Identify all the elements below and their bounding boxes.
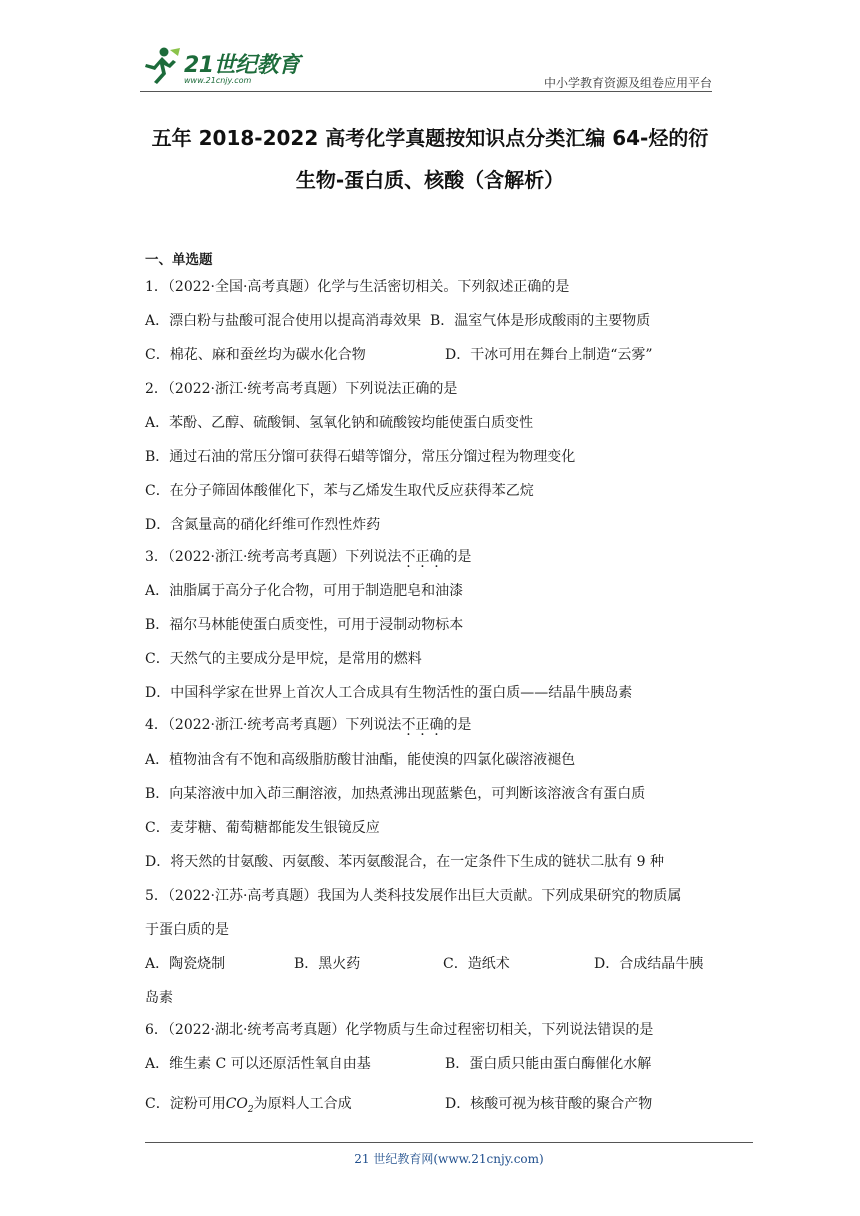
q4-stem-prefix: 4．（2022·浙江·统考高考真题）下列说法 (145, 717, 402, 733)
co2-formula-main: CO (225, 1096, 248, 1112)
q1-option-a: A．漂白粉与盐酸可混合使用以提高消毒效果 (145, 313, 422, 329)
q3-stem-prefix: 3．（2022·浙江·统考高考真题）下列说法 (145, 549, 402, 565)
q4-stem (145, 714, 471, 734)
q6-option-b: B．蛋白质只能由蛋白酶催化水解 (445, 1056, 652, 1072)
q4-emphasis-char: 确 (429, 717, 444, 733)
section-heading: 一、单选题 (145, 252, 213, 268)
q6-option-c (145, 1093, 352, 1115)
q3-stem (145, 546, 471, 566)
q4-emphasis-char: 正 (415, 717, 430, 733)
page-header (140, 40, 712, 90)
q1-stem: 1．（2022·全国·高考真题）化学与生活密切相关。下列叙述正确的是 (145, 279, 570, 295)
q1-option-d: D．干冰可用在舞台上制造“云雾” (445, 347, 653, 363)
header-divider (140, 91, 712, 92)
q5-option-b: B．黑火药 (294, 956, 361, 972)
q5-option-d: D．合成结晶牛胰 (594, 956, 704, 972)
runner-logo-icon (140, 46, 182, 86)
q6-stem: 6．（2022·湖北·统考高考真题）化学物质与生命过程密切相关，下列说法错误的是 (145, 1022, 654, 1038)
co2-formula (225, 1096, 254, 1115)
q4-option-b: B．向某溶液中加入茚三酮溶液，加热煮沸出现蓝紫色，可判断该溶液含有蛋白质 (145, 786, 646, 802)
doc-title-line-2: 生物-蛋白质、核酸（含解析） (295, 168, 565, 192)
q2-option-a: A．苯酚、乙醇、硫酸铜、氢氧化钠和硫酸铵均能使蛋白质变性 (145, 415, 534, 431)
q3-option-a: A．油脂属于高分子化合物，可用于制造肥皂和油漆 (145, 583, 464, 599)
q3-emphasis-char: 正 (415, 549, 430, 565)
q3-emphasis-char: 确 (429, 549, 444, 565)
q5-stem-line-1: 5．（2022·江苏·高考真题）我国为人类科技发展作出巨大贡献。下列成果研究的物质属 (145, 888, 682, 904)
footer-divider (145, 1142, 753, 1143)
q4-option-a: A．植物油含有不饱和高级脂肪酸甘油酯，能使溴的四氯化碳溶液褪色 (145, 752, 576, 768)
q1-option-b: B．温室气体是形成酸雨的主要物质 (430, 313, 651, 329)
platform-name: 中小学教育资源及组卷应用平台 (543, 76, 712, 90)
doc-title-line-1: 五年 2018-2022 高考化学真题按知识点分类汇编 64-烃的衍 (151, 126, 709, 150)
logo-text: 21世纪教育 (184, 53, 300, 78)
q5-option-d-continued: 岛素 (145, 990, 173, 1006)
q5-option-c: C．造纸术 (443, 956, 510, 972)
q3-option-c: C．天然气的主要成分是甲烷，是常用的燃料 (145, 651, 422, 667)
logo-url: www.21cnjy.com (184, 76, 252, 85)
q5-stem-line-2: 于蛋白质的是 (145, 922, 229, 938)
q3-option-d: D．中国科学家在世界上首次人工合成具有生物活性的蛋白质——结晶牛胰岛素 (145, 685, 633, 701)
q4-option-d: D．将天然的甘氨酸、丙氨酸、苯丙氨酸混合，在一定条件下生成的链状二肽有 9 种 (145, 854, 665, 870)
q3-option-b: B．福尔马林能使蛋白质变性，可用于浸制动物标本 (145, 617, 464, 633)
q6-option-d: D．核酸可视为核苷酸的聚合产物 (445, 1096, 653, 1112)
page-footer[interactable]: 21 世纪教育网(www.21cnjy.com) (354, 1152, 544, 1166)
q2-option-c: C．在分子筛固体酸催化下，苯与乙烯发生取代反应获得苯乙烷 (145, 483, 534, 499)
logo (140, 46, 310, 90)
q4-option-c: C．麦芽糖、葡萄糖都能发生银镜反应 (145, 820, 380, 836)
q6-option-a: A．维生素 C 可以还原活性氧自由基 (145, 1056, 371, 1072)
q5-option-a: A．陶瓷烧制 (145, 956, 226, 972)
q6-option-c-prefix: C．淀粉可用 (145, 1096, 226, 1112)
q3-emphasis-char: 不 (401, 549, 416, 565)
q2-stem: 2．（2022·浙江·统考高考真题）下列说法正确的是 (145, 381, 458, 397)
q3-stem-suffix: 的是 (443, 549, 472, 565)
q6-option-c-suffix: 为原料人工合成 (253, 1096, 352, 1112)
q4-stem-suffix: 的是 (443, 717, 472, 733)
q1-option-c: C．棉花、麻和蚕丝均为碳水化合物 (145, 347, 366, 363)
q2-option-b: B．通过石油的常压分馏可获得石蜡等馏分，常压分馏过程为物理变化 (145, 449, 576, 465)
co2-formula-subscript: 2 (247, 1104, 254, 1115)
q4-emphasis-char: 不 (401, 717, 416, 733)
q2-option-d: D．含氮量高的硝化纤维可作烈性炸药 (145, 517, 381, 533)
